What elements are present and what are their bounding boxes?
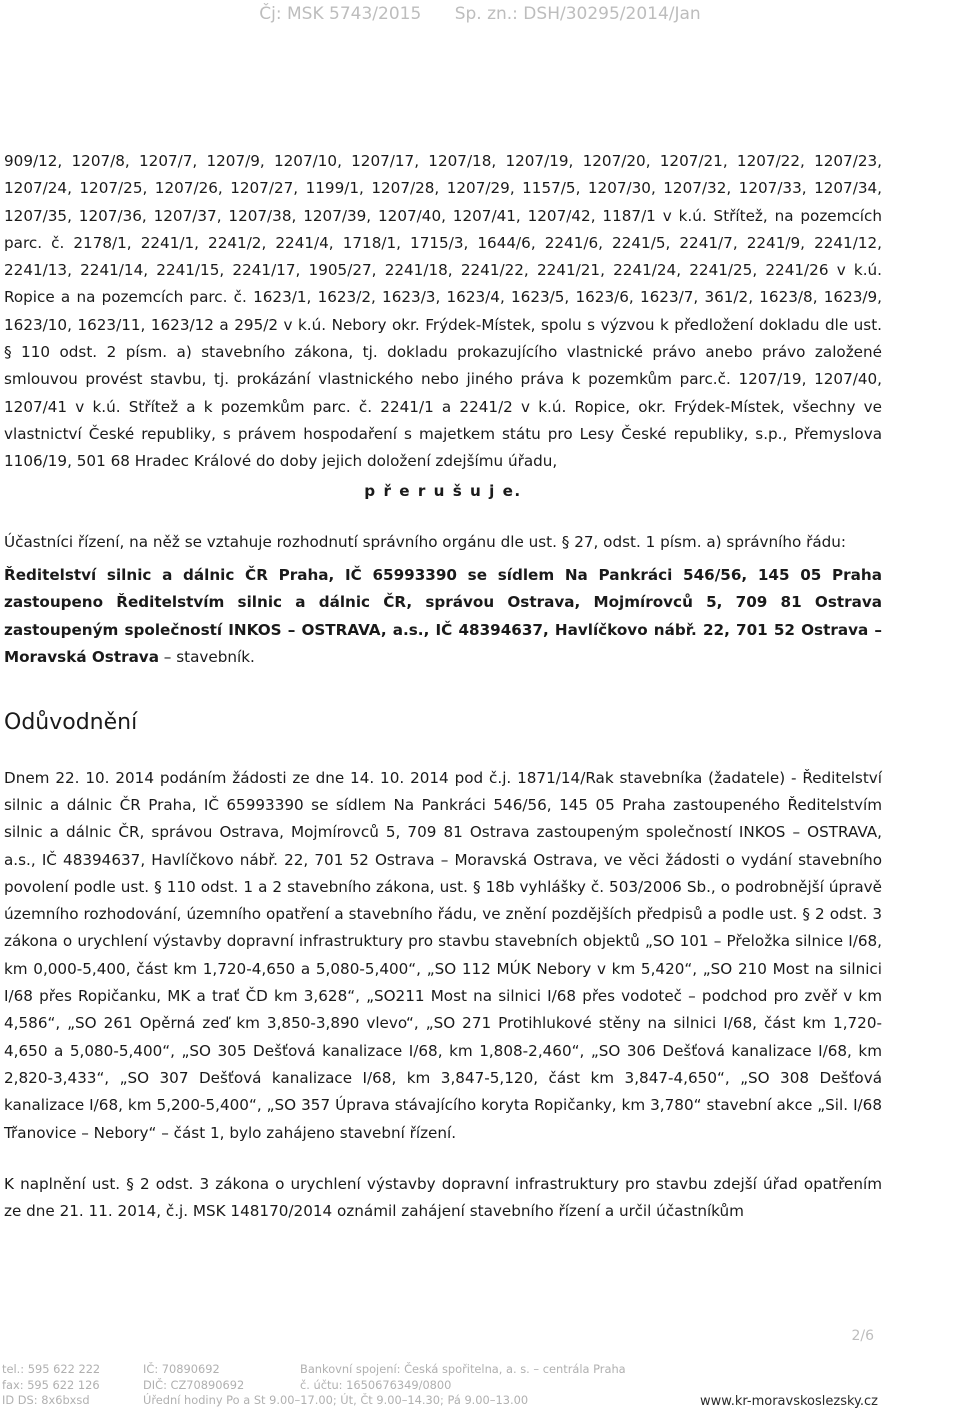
footer-website-link[interactable]: www.kr-moravskoslezsky.cz [700,1394,878,1409]
participant-block [4,562,882,671]
footer-account: č. účtu: 1650676349/0800 [300,1377,452,1392]
document-reference-header [0,4,960,24]
footer-bank: Bankovní spojení: Česká spořitelna, a. s. – centrála Praha [300,1362,626,1376]
participant-name: Ředitelství silnic a dálnic ČR Praha, IČ 65993390 se sídlem Na Pankráci 546/56, 145 05 Praha zastoupeno Ředitelstvím silnic a dálnic ČR, správou Ostrava, Mojmírovců 5, 709 81 Ostrava zastoupeným společností INKOS – OSTRAVA, a.s., IČ 48394637, Havlíčkovo nábř. 22, 701 52 Ostrava – Moravská Ostrava [4,566,882,667]
paragraph-parcels: 909/12, 1207/8, 1207/7, 1207/9, 1207/10, 1207/17, 1207/18, 1207/19, 1207/20, 1207/21, 1207/22, 1207/23, 1207/24, 1207/25, 1207/26, 1207/27, 1199/1, 1207/28, 1207/29, 1157/5, 1207/30, 1207/32, 1207/33, 1207/34, 1207/35, 1207/36, 1207/37, 1207/38, 1207/39, 1207/40, 1207/41, 1207/42, 1187/1 v k.ú. Střítež, na pozemcích parc. č. 2178/1, 2241/1, 2241/2, 2241/4, 1718/1, 1715/3, 1644/6, 2241/6, 2241/5, 2241/7, 2241/9, 2241/12, 2241/13, 2241/14, 2241/15, 2241/17, 1905/27, 2241/18, 2241/22, 2241/21, 2241/24, 2241/25, 2241/26 v k.ú. Ropice a na pozemcích parc. č. 1623/1, 1623/2, 1623/3, 1623/4, 1623/5, 1623/6, 1623/7, 361/2, 1623/8, 1623/9, 1623/10, 1623/11, 1623/12 a 295/2 v k.ú. Nebory okr. Frýdek-Místek, spolu s výzvou k předložení dokladu dle ust. § 110 odst. 2 písm. a) stavebního zákona, tj. dokladu prokazujícího vlastnické právo anebo právo založené smlouvou provést stavbu, tj. prokázání vlastnického nebo jiného práva k pozemkům parc.č. 1207/19, 1207/40, 1207/41 v k.ú. Střítež a k pozemkům parc. č. 2241/1 a 2241/2 v k.ú. Ropice, okr. Frýdek-Místek, všechny ve vlastnictví České republiky, s právem hospodaření s majetkem státu pro Lesy České republiky, s.p., Přemyslova 1106/19, 501 68 Hradec Králové do doby jejich doložení zdejšímu úřadu, [4,152,882,471]
footer-fax: fax: 595 622 126 [2,1377,100,1392]
decision-statement: p ř e r u š u j e. [364,481,522,500]
participants-intro: Účastníci řízení, na něž se vztahuje rozhodnutí správního orgánu dle ust. § 27, odst. 1 písm. a) správního řádu: [4,532,847,551]
paragraph-justification: Dnem 22. 10. 2014 podáním žádosti ze dne 14. 10. 2014 pod č.j. 1871/14/Rak stavebníka (žadatele) - Ředitelství silnic a dálnic ČR Praha, IČ 65993390 se sídlem Na Pankráci 546/56, 145 05 Praha zastoupeného Ředitelstvím silnic a dálnic ČR, správou Ostrava, Mojmírovců 5, 709 81 Ostrava zastoupeným společností INKOS – OSTRAVA, a.s., IČ 48394637, Havlíčkovo nábř. 22, 701 52 Ostrava – Moravská Ostrava, ve věci žádosti o vydání stavebního povolení podle ust. § 110 odst. 1 a 2 stavebního zákona, ust. § 18b vyhlášky č. 503/2006 Sb., o podrobnější úpravě územního rozhodování, územního opatření a stavebního řádu, ve znění pozdějších předpisů a podle ust. § 2 odst. 3 zákona o urychlení výstavby dopravní infrastruktury pro stavbu stavebních objektů „SO 101 – Přeložka silnice I/68, km 0,000-5,400, část km 1,720-4,650 a 5,080-5,400“, „SO 112 MÚK Nebory v km 5,420“, „SO 210 Most na silnici I/68 přes Ropičanku, MK a trať ČD km 3,628“, „SO211 Most na silnici I/68 přes vodoteč – podchod pro zvěř v km 4,586“, „SO 261 Opěrná zeď km 3,850-3,890 vlevo“, „SO 271 Protihlukové stěny na silnici I/68, část km 1,720-4,650 a 5,080-5,400“, „SO 305 Dešťová kanalizace I/68, km 1,808-2,460“, „SO 306 Dešťová kanalizace I/68, km 2,820-3,433“, „SO 307 Dešťová kanalizace I/68, km 3,847-5,120, část km 3,847-4,650“, „SO 308 Dešťová kanalizace I/68, km 5,200-5,400“, „SO 357 Úprava stávajícího koryta Ropičanky, km 3,780“ stavební akce „Sil. I/68 Třanovice – Nebory“ – část 1, bylo zahájeno stavební řízení. [4,768,882,1142]
file-mark: Sp. zn.: DSH/30295/2014/Jan [454,4,701,24]
paragraph-notice: K naplnění ust. § 2 odst. 3 zákona o urychlení výstavby dopravní infrastruktury pro stavbu zdejší úřad opatřením ze dne 21. 11. 2014, č.j. MSK 148170/2014 oznámil zahájení stavebního řízení a určil účastníkům [4,1174,882,1221]
participant-role: – stavebník. [158,648,255,667]
footer-ico: IČ: 70890692 [143,1362,220,1376]
page-number: 2/6 [851,1328,874,1344]
footer-dic: DIČ: CZ70890692 [143,1377,245,1392]
footer-ds: ID DS: 8x6bxsd [2,1393,90,1407]
section-heading: Odůvodnění [4,710,138,736]
footer-hours: Úřední hodiny Po a St 9.00–17.00; Út, Čt 9.00–14.30; Pá 9.00–13.00 [143,1393,529,1407]
footer-tel: tel.: 595 622 222 [2,1362,101,1376]
document-body [4,148,882,1225]
reference-number: Čj: MSK 5743/2015 [259,4,422,24]
